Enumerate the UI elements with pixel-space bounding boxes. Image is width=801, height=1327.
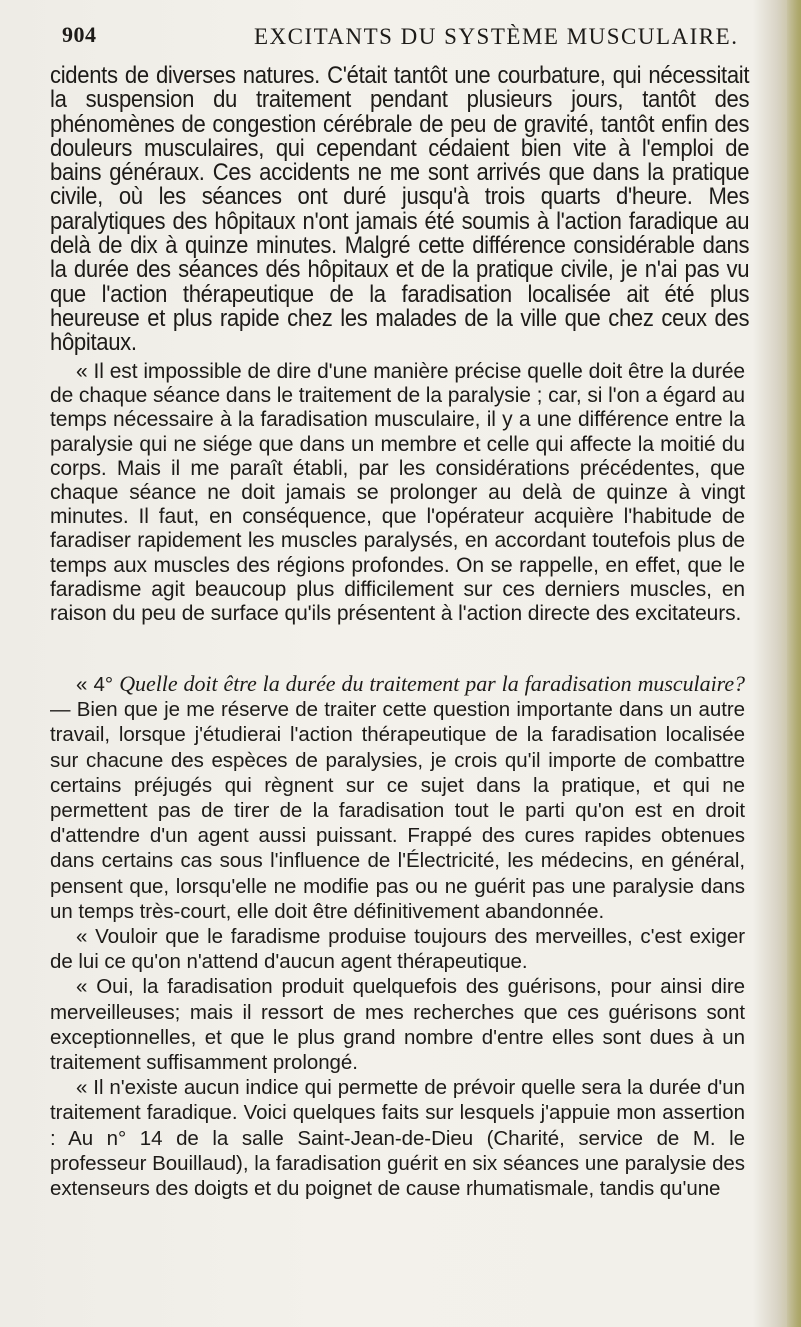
paragraph-block-bottom bbox=[50, 671, 745, 1201]
paragraph-2: « Il est impossible de dire d'une manière précise quelle doit être la durée de chaque séance dans le traitement de la paralysie ; car, si l'on a égard au temps nécessaire à la faradisation musculaire, il y a une différence entre la paralysie qui ne siége que dans un membre et celle qui affecte la moitié du corps. Mais il me paraît établi, par les considérations précédentes, que chaque séance ne doit jamais se prolonger au delà de quinze à vingt minutes. Il faut, en conséquence, que l'opérateur acquière l'habitude de faradiser rapidement les muscles paralysés, en accordant toutefois plus de temps aux muscles des régions profondes. On se rappelle, en effet, que le faradisme agit beaucoup plus difficilement sur ces derniers muscles, en raison du peu de surface qu'ils présentent à l'action directe des excitateurs. bbox=[50, 360, 745, 626]
paragraph-5: « Oui, la faradisation produit quelquefois des guérisons, pour ainsi dire merveilleuses; mais il ressort de mes recherches que ces guérisons sont exceptionnelles, et que le plus grand nombre d'entre elles sont dues à un traitement suffisamment prolongé. bbox=[50, 975, 745, 1075]
paragraph-1: cidents de diverses natures. C'était tantôt une courbature, qui nécessitait la suspension du traitement pendant plusieurs jours, tantôt des phénomènes de congestion cérébrale de peu de gravité, tantôt enfin des douleurs musculaires, qui cependant cédaient bien vite à l'emploi de bains généraux. Ces accidents ne me sont arrivés que dans la pratique civile, où les séances ont duré jusqu'à trois quarts d'heure. Mes paralytiques des hôpitaux n'ont jamais été soumis à l'action faradique au delà de dix à quinze minutes. Malgré cette différence considérable dans la durée des séances dés hôpitaux et de la pratique civile, je n'ai pas vu que l'action thérapeutique de la faradisation localisée ait été plus heureuse et plus rapide chez les malades de la ville que chez ceux des hôpitaux. bbox=[50, 62, 750, 357]
paragraph-3 bbox=[50, 671, 745, 924]
paragraph-block-top bbox=[50, 64, 749, 356]
paragraph-6: « Il n'existe aucun indice qui permette de prévoir quelle sera la durée d'un traitement faradique. Voici quelques faits sur lesquels j'appuie mon assertion : Au n° 14 de la salle Saint-Jean-de-Dieu (Charité, service de M. le professeur Bouillaud), la faradisation guérit en six séances une paralysie des extenseurs des doigts et du poignet de cause rhumatismale, tandis qu'une bbox=[50, 1076, 745, 1201]
section-heading-italic: Quelle doit être la durée du traitement par la faradisation musculaire? bbox=[119, 671, 745, 696]
paragraph-block-middle bbox=[50, 360, 745, 626]
page-number: 904 bbox=[62, 22, 97, 47]
paragraph-3-body: — Bien que je me réserve de traiter cette question importante dans un autre travail, lorsque j'étudierai l'action thérapeutique de la faradisation localisée sur chacune des espèces de paralysies, je crois qu'il importe de combattre certains préjugés qui règnent sur ce sujet dans la pratique, et qui ne permettent pas de tirer de la faradisation tout le parti qu'on est en droit d'attendre d'un agent aussi puissant. Frappé des cures rapides obtenues dans certains cas sous l'influence de l'Électricité, les médecins, en général, pensent que, lorsqu'elle ne modifie pas ou ne guérit pas une paralysie dans un temps très-court, elle doit être définitivement abandonnée. bbox=[50, 698, 745, 923]
page-edge-shadow bbox=[787, 0, 801, 1327]
paragraph-3-lead: « 4° bbox=[76, 673, 120, 696]
running-title: EXCITANTS DU SYSTÈME MUSCULAIRE. bbox=[254, 24, 739, 49]
paragraph-4: « Vouloir que le faradisme produise toujours des merveilles, c'est exiger de lui ce qu'on n'attend d'aucun agent thérapeutique. bbox=[50, 925, 745, 974]
page-header bbox=[62, 22, 742, 66]
